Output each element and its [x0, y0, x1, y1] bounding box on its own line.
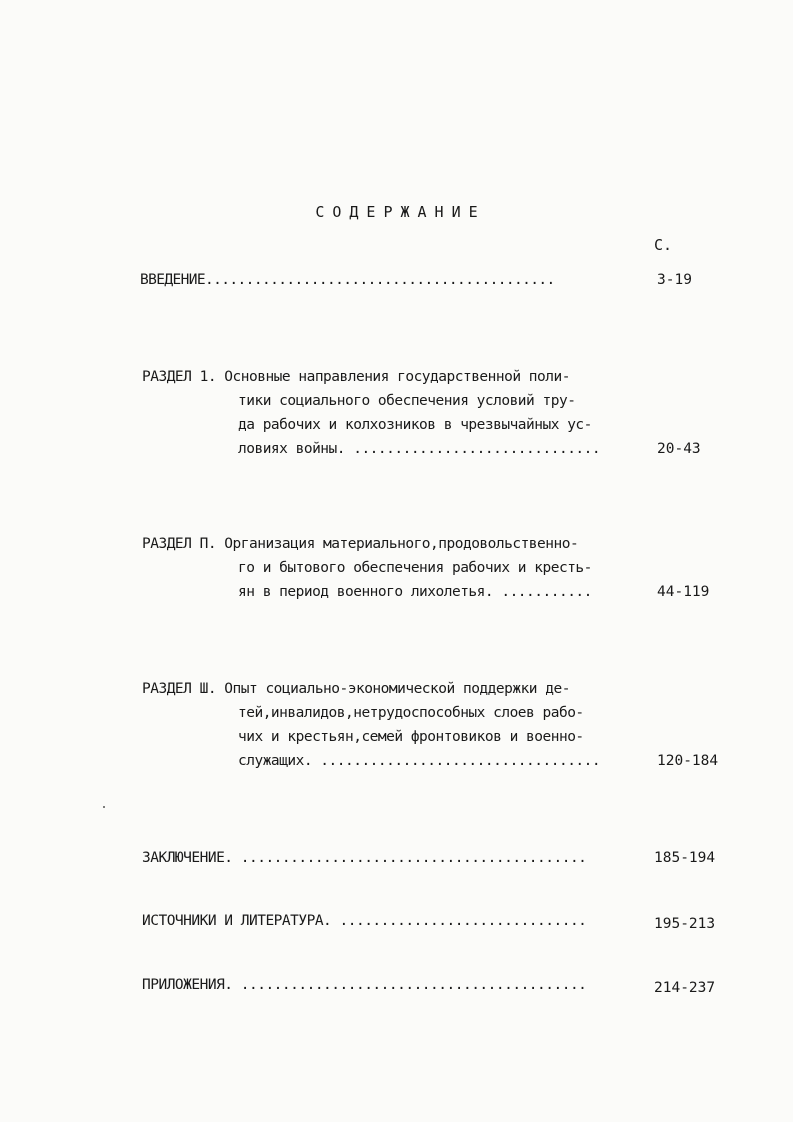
toc-entry-title: ПРИЛОЖЕНИЯ. ..........................................: [142, 977, 587, 993]
toc-entry-pages: 195-213: [654, 916, 716, 932]
page-title: СОДЕРЖАНИЕ: [315, 203, 486, 221]
toc-entry-title-cont: го и бытового обеспечения рабочих и кресть-: [238, 560, 592, 576]
toc-entry-title-cont: тей,инвалидов,нетрудоспособных слоев рабо-: [238, 705, 584, 721]
toc-entry-title-cont: чих и крестьян,семей фронтовиков и военно-: [238, 729, 584, 745]
toc-entry-title-cont: ловиях войны. ..............................: [238, 441, 601, 457]
toc-entry-pages: 185-194: [654, 850, 716, 866]
toc-entry-title: РАЗДЕЛ П. Организация материального,продовольственно-: [142, 536, 579, 552]
toc-entry-title: РАЗДЕЛ 1. Основные направления государственной поли-: [142, 369, 570, 385]
toc-entry-pages: 44-119: [657, 584, 710, 600]
toc-entry-title: РАЗДЕЛ Ш. Опыт социально-экономической поддержки де-: [142, 681, 570, 697]
page-column-label: С.: [654, 236, 673, 254]
toc-entry-title: ЗАКЛЮЧЕНИЕ. ..........................................: [142, 850, 587, 866]
toc-entry-pages: 20-43: [657, 441, 701, 457]
scan-speck: [103, 806, 105, 808]
toc-entry-pages: 214-237: [654, 980, 716, 996]
toc-entry-title: ВВЕДЕНИЕ...........................................: [140, 272, 555, 288]
toc-entry-title-cont: да рабочих и колхозников в чрезвычайных ус-: [238, 417, 592, 433]
toc-entry-title-cont: тики социального обеспечения условий тру-: [238, 393, 576, 409]
toc-entry-pages: 120-184: [657, 753, 719, 769]
toc-entry-title-cont: служащих. ..................................: [238, 753, 601, 769]
toc-entry-title-cont: ян в период военного лихолетья. ...........: [238, 584, 592, 600]
toc-entry-pages: 3-19: [657, 272, 692, 288]
toc-entry-title: ИСТОЧНИКИ И ЛИТЕРАТУРА. ..............................: [142, 913, 587, 929]
